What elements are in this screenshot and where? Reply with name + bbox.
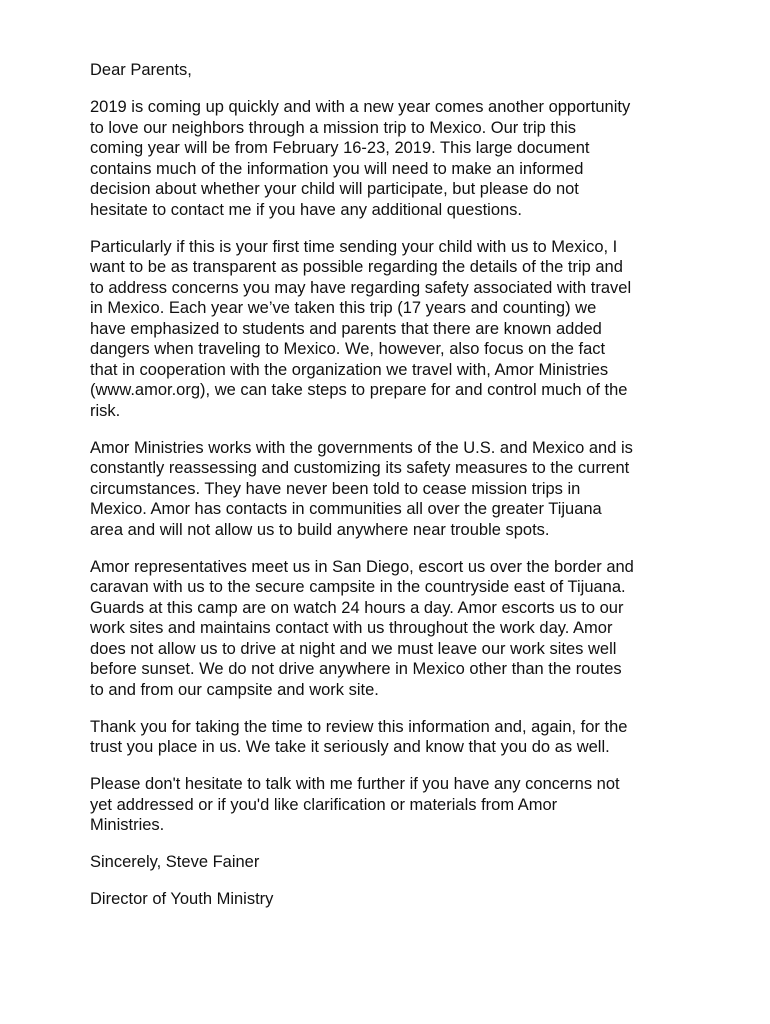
letter-greeting: Dear Parents, bbox=[90, 61, 192, 79]
letter-page bbox=[90, 60, 690, 926]
paragraph-escort-details: Amor representatives meet us in San Diego, escort us over the border and caravan with us to the secure campsite in the countryside east of Tijuana. Guards at this camp are on watch 24 hours a day. Amor escorts us to our work sites and maintains contact with us throughout the work day. Amor does not allow us to drive at night and we must leave our work sites well before sunset. We do not drive anywhere in Mexico other than the routes to and from our campsite and work site. bbox=[90, 557, 634, 699]
paragraph-amor-ministries: Amor Ministries works with the governments of the U.S. and Mexico and is constantly reassessing and customizing its safety measures to the current circumstances. They have never been told to cease mission trips in Mexico. Amor has contacts in communities all over the greater Tijuana area and will not allow us to build anywhere near trouble spots. bbox=[90, 438, 633, 539]
paragraph-trip-intro: 2019 is coming up quickly and with a new year comes another opportunity to love our neighbors through a mission trip to Mexico. Our trip this coming year will be from February 16-23, 2019. This large document contains much of the information you will need to make an informed decision about whether your child will participate, but please do not hesitate to contact me if you have any additional questions. bbox=[90, 98, 631, 219]
letter-closing: Sincerely, Steve Fainer bbox=[90, 853, 260, 871]
signature-title: Director of Youth Ministry bbox=[90, 890, 274, 908]
paragraph-thank-you: Thank you for taking the time to review this information and, again, for the trust you place in us. We take it seriously and know that you do as well. bbox=[90, 717, 628, 756]
paragraph-safety-transparency: Particularly if this is your first time sending your child with us to Mexico, I want to be as transparent as possible regarding the details of the trip and to address concerns you may have regarding safety associated with travel in Mexico. Each year we’ve taken this trip (17 years and counting) we have emphasized to students and parents that there are known added dangers when traveling to Mexico. We, however, also focus on the fact that in cooperation with the organization we travel with, Amor Ministries (www.amor.org), we can take steps to prepare for and control much of the risk. bbox=[90, 237, 632, 420]
paragraph-contact-invitation: Please don't hesitate to talk with me further if you have any concerns not yet addressed or if you'd like clarification or materials from Amor Ministries. bbox=[90, 775, 620, 834]
